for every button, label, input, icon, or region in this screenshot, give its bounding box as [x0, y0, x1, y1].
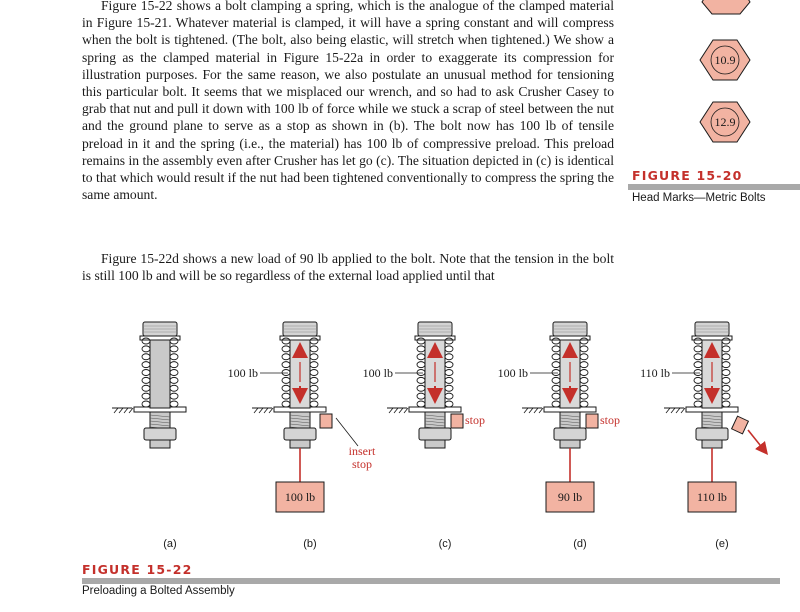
spring-coil	[552, 401, 560, 407]
spring-coil	[282, 377, 290, 383]
spring-coil	[580, 362, 588, 368]
annotation-text: insert	[348, 444, 376, 458]
ground-hatch	[119, 408, 123, 413]
bolt-tip	[425, 440, 445, 448]
ground-hatch	[394, 408, 398, 413]
spring-coil	[142, 354, 150, 360]
panel-c	[363, 322, 485, 550]
spring-coil	[310, 393, 318, 399]
ground-hatch	[129, 408, 133, 413]
ground-hatch	[259, 408, 263, 413]
spring-coil	[722, 354, 730, 360]
spring-coil	[310, 370, 318, 376]
ground-hatch	[124, 408, 128, 413]
ground-hatch	[389, 408, 393, 413]
ground-hatch	[114, 408, 118, 413]
nut	[144, 428, 176, 440]
grade-label-12-9: 12.9	[714, 115, 736, 129]
ground-hatch	[676, 408, 680, 413]
spring-coil	[722, 385, 730, 391]
stop-block	[451, 414, 463, 428]
spring-coil	[580, 377, 588, 383]
spring-coil	[282, 362, 290, 368]
spring-coil	[694, 346, 702, 352]
spring-coil	[142, 362, 150, 368]
panel-b	[228, 322, 376, 550]
spring-coil	[694, 401, 702, 407]
paragraph-2-text: Figure 15-22d shows a new load of 90 lb applied to the bolt. Note that the tension in the bolt is still 100 lb and will be so regardless of the external load applied until that	[82, 251, 614, 284]
spring-coil	[722, 346, 730, 352]
figure-15-22-label: FIGURE 15-22	[82, 562, 193, 577]
nut	[419, 428, 451, 440]
spring-coil	[417, 377, 425, 383]
spring-coil	[580, 393, 588, 399]
spring-coil	[694, 377, 702, 383]
spring-coil	[170, 354, 178, 360]
spring-coil	[552, 393, 560, 399]
panel-d	[498, 322, 620, 550]
grade-label-10-9: 10.9	[714, 53, 736, 67]
ground-hatch	[269, 408, 273, 413]
spring-coil	[445, 393, 453, 399]
spring-coil	[445, 346, 453, 352]
spring-coil	[310, 354, 318, 360]
panel-label: (e)	[715, 538, 729, 550]
spring-coil	[694, 385, 702, 391]
spring-coil	[282, 401, 290, 407]
spring-coil	[552, 377, 560, 383]
spring-coil	[142, 377, 150, 383]
preload-label: 100 lb	[227, 366, 258, 380]
nut	[554, 428, 586, 440]
spring-coil	[310, 401, 318, 407]
spring-coil	[282, 393, 290, 399]
insert-stop-block	[320, 414, 332, 428]
ground-hatch	[666, 408, 670, 413]
bolt-tip	[560, 440, 580, 448]
bolt-tip	[702, 440, 722, 448]
annotation-leader	[336, 418, 358, 446]
ground-hatch	[524, 408, 528, 413]
spring-coil	[170, 377, 178, 383]
spring-coil	[417, 370, 425, 376]
spring-coil	[445, 370, 453, 376]
spring-coil	[417, 362, 425, 368]
spring-coil	[445, 377, 453, 383]
panel-label: (c)	[438, 538, 452, 550]
spring-coil	[722, 377, 730, 383]
bolt-tip	[150, 440, 170, 448]
panel-label: (a)	[163, 538, 177, 550]
bolt-shank	[150, 340, 170, 408]
spring-coil	[282, 385, 290, 391]
load-label: 90 lb	[557, 490, 583, 504]
ground-hatch	[539, 408, 543, 413]
spring-coil	[142, 370, 150, 376]
spring-coil	[282, 346, 290, 352]
spring-coil	[694, 354, 702, 360]
spring-coil	[445, 354, 453, 360]
spring-coil	[282, 370, 290, 376]
spring-coil	[282, 354, 290, 360]
spring-coil	[142, 393, 150, 399]
spring-coil	[580, 385, 588, 391]
spring-coil	[722, 401, 730, 407]
ground-hatch	[529, 408, 533, 413]
spring-coil	[170, 370, 178, 376]
falling-arrow	[748, 430, 764, 450]
spring-coil	[580, 354, 588, 360]
spring-coil	[142, 346, 150, 352]
spring-coil	[445, 385, 453, 391]
spring-coil	[694, 393, 702, 399]
spring-coil	[552, 354, 560, 360]
spring-coil	[417, 346, 425, 352]
figure-15-20-label: FIGURE 15-20	[632, 168, 743, 183]
nut	[284, 428, 316, 440]
falling-stop-block	[732, 416, 749, 434]
spring-coil	[552, 385, 560, 391]
stop-block	[586, 414, 598, 428]
ground-hatch	[404, 408, 408, 413]
spring-coil	[552, 346, 560, 352]
spring-coil	[694, 370, 702, 376]
spring-coil	[722, 362, 730, 368]
spring-coil	[170, 362, 178, 368]
spring-coil	[417, 401, 425, 407]
preload-label: 100 lb	[497, 366, 528, 380]
annotation-text: stop	[600, 413, 621, 427]
spring-coil	[445, 362, 453, 368]
nut	[696, 428, 728, 440]
spring-coil	[417, 354, 425, 360]
figure-15-22-rule	[82, 578, 780, 584]
panel-label: (b)	[303, 538, 317, 550]
annotation-text: stop	[351, 457, 373, 471]
spring-coil	[580, 370, 588, 376]
spring-coil	[417, 393, 425, 399]
spring-coil	[580, 346, 588, 352]
spring-coil	[580, 401, 588, 407]
ground-hatch	[671, 408, 675, 413]
spring-coil	[445, 401, 453, 407]
panel-label: (d)	[573, 538, 587, 550]
paragraph-1-text: Figure 15-22 shows a bolt clamping a spring, which is the analogue of the clamped material in Figure 15-21. Whatever material is clamped, it will have a spring constant and will compress when the bolt is tightened. (The bolt, also being elastic, will stretch when tightened.) We show a spring as the clamped material in Figure 15-22a in order to exaggerate its compression for illustration purposes. For the same reason, we also postulate an unusual method for tensioning this particular bolt. It seems that we misplaced our wrench, and so had to ask Crusher Casey to grab that nut and pull it down with 100 lb of force while we stuck a scrap of steel between the nut and the ground plane to serve as a stop as shown in (b). The bolt now has 100 lb of tensile preload in it and the spring (i.e., the material) has 100 lb of compressive preload. This preload remains in the assembly even after Crusher has let go (c). The situation depicted in (c) is identical to that which would result if the nut had been tightened conventionally to compress the spring the same amount.	[82, 0, 614, 203]
spring-coil	[694, 362, 702, 368]
preload-label: 110 lb	[640, 366, 670, 380]
spring-coil	[310, 346, 318, 352]
spring-coil	[310, 385, 318, 391]
spring-coil	[142, 385, 150, 391]
spring-coil	[142, 401, 150, 407]
load-label: 100 lb	[284, 490, 316, 504]
spring-coil	[170, 346, 178, 352]
ground-hatch	[254, 408, 258, 413]
bolt-tip	[290, 440, 310, 448]
panel-e	[640, 322, 764, 550]
load-label: 110 lb	[697, 490, 727, 504]
spring-coil	[310, 362, 318, 368]
annotation-text: stop	[465, 413, 486, 427]
spring-coil	[170, 385, 178, 391]
preload-label: 100 lb	[362, 366, 393, 380]
spring-coil	[170, 401, 178, 407]
ground-hatch	[399, 408, 403, 413]
figure-15-20-caption: Head Marks—Metric Bolts	[632, 192, 766, 204]
spring-coil	[552, 362, 560, 368]
ground-hatch	[681, 408, 685, 413]
spring-coil	[310, 377, 318, 383]
ground-hatch	[264, 408, 268, 413]
spring-coil	[552, 370, 560, 376]
ground-hatch	[534, 408, 538, 413]
spring-coil	[722, 370, 730, 376]
spring-coil	[417, 385, 425, 391]
spring-coil	[170, 393, 178, 399]
figure-15-22-caption: Preloading a Bolted Assembly	[82, 585, 235, 597]
spring-coil	[722, 393, 730, 399]
panel-a	[112, 322, 186, 550]
